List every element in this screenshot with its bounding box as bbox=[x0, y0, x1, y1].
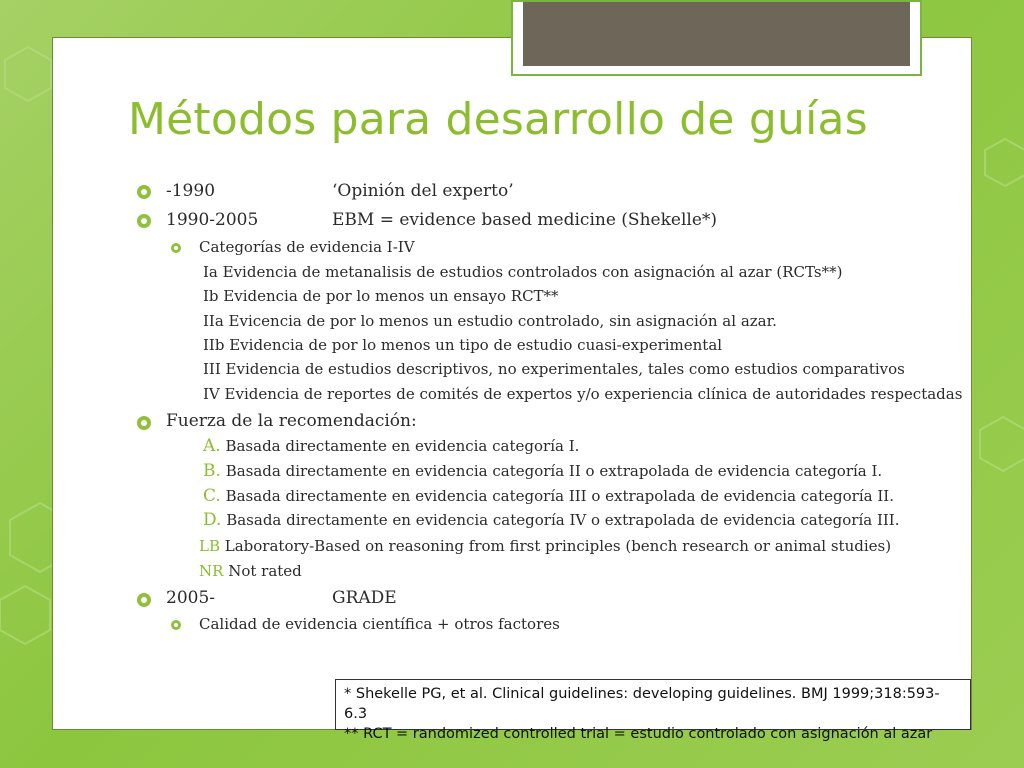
sub-bullet-icon bbox=[171, 620, 181, 630]
footnote-box bbox=[335, 679, 971, 742]
footnote-line: ** RCT = randomized controlled trial = estudio controlado con asignación al azar bbox=[344, 726, 933, 742]
bullet-icon bbox=[137, 593, 151, 607]
evidence-level: IIa Evicencia de por lo menos un estudio controlado, sin asignación al azar. bbox=[203, 312, 777, 330]
grade-letter: A. bbox=[203, 436, 221, 456]
grade-text: Basada directamente en evidencia categoría III o extrapolada de evidencia categoría II. bbox=[225, 487, 894, 505]
list-item bbox=[166, 210, 717, 230]
list-item bbox=[166, 588, 397, 608]
grade-text: Laboratory-Based on reasoning from first principles (bench research or animal studies) bbox=[224, 537, 892, 555]
sub-bullet-icon bbox=[171, 243, 181, 253]
bullet-icon bbox=[137, 416, 151, 430]
bullet-icon bbox=[137, 214, 151, 228]
header-photo-frame bbox=[511, 0, 922, 76]
grade-item bbox=[203, 461, 882, 481]
evidence-level: IIb Evidencia de por lo menos un tipo de estudio cuasi-experimental bbox=[203, 336, 723, 354]
evidence-level: Ib Evidencia de por lo menos un ensayo RCT** bbox=[203, 287, 559, 305]
evidence-level: IV Evidencia de reportes de comités de expertos y/o experiencia clínica de autoridades respectadas bbox=[203, 385, 963, 403]
grade-text: Basada directamente en evidencia categoría I. bbox=[225, 437, 580, 455]
year-range: 2005- bbox=[166, 588, 216, 608]
method-text: ‘Opinión del experto’ bbox=[332, 181, 514, 201]
bullet-icon bbox=[137, 185, 151, 199]
evidence-level: Ia Evidencia de metanalisis de estudios controlados con asignación al azar (RCTs**) bbox=[203, 263, 843, 281]
grade-item-lb bbox=[199, 537, 891, 555]
grade-letter: B. bbox=[203, 461, 221, 481]
list-item bbox=[166, 181, 514, 201]
header-photo bbox=[523, 2, 910, 66]
sub-list-item: Categorías de evidencia I-IV bbox=[199, 238, 415, 256]
footnote-line: * Shekelle PG, et al. Clinical guidelines: developing guidelines. BMJ 1999;318:593-6.3 bbox=[344, 686, 940, 722]
evidence-level: III Evidencia de estudios descriptivos, no experimentales, tales como estudios comparativos bbox=[203, 360, 905, 378]
method-text: EBM = evidence based medicine (Shekelle*) bbox=[332, 210, 718, 230]
sub-list-item: Calidad de evidencia científica + otros factores bbox=[199, 615, 560, 633]
year-range: 1990-2005 bbox=[166, 210, 259, 230]
grade-item bbox=[203, 436, 579, 456]
grade-item-nr bbox=[199, 562, 302, 580]
grade-item bbox=[203, 510, 900, 530]
year-range: -1990 bbox=[166, 181, 216, 201]
grade-text: Basada directamente en evidencia categoría IV o extrapolada de evidencia categoría III. bbox=[226, 511, 900, 529]
grade-letter: D. bbox=[203, 510, 222, 530]
method-text: GRADE bbox=[332, 588, 397, 608]
grade-text: Not rated bbox=[228, 562, 302, 580]
list-item: Fuerza de la recomendación: bbox=[166, 411, 417, 431]
grade-code: NR bbox=[199, 562, 224, 580]
grade-text: Basada directamente en evidencia categoría II o extrapolada de evidencia categoría I. bbox=[225, 462, 883, 480]
grade-item bbox=[203, 486, 894, 506]
grade-code: LB bbox=[199, 537, 220, 555]
grade-letter: C. bbox=[203, 486, 221, 506]
slide-title: Métodos para desarrollo de guías bbox=[128, 94, 868, 145]
